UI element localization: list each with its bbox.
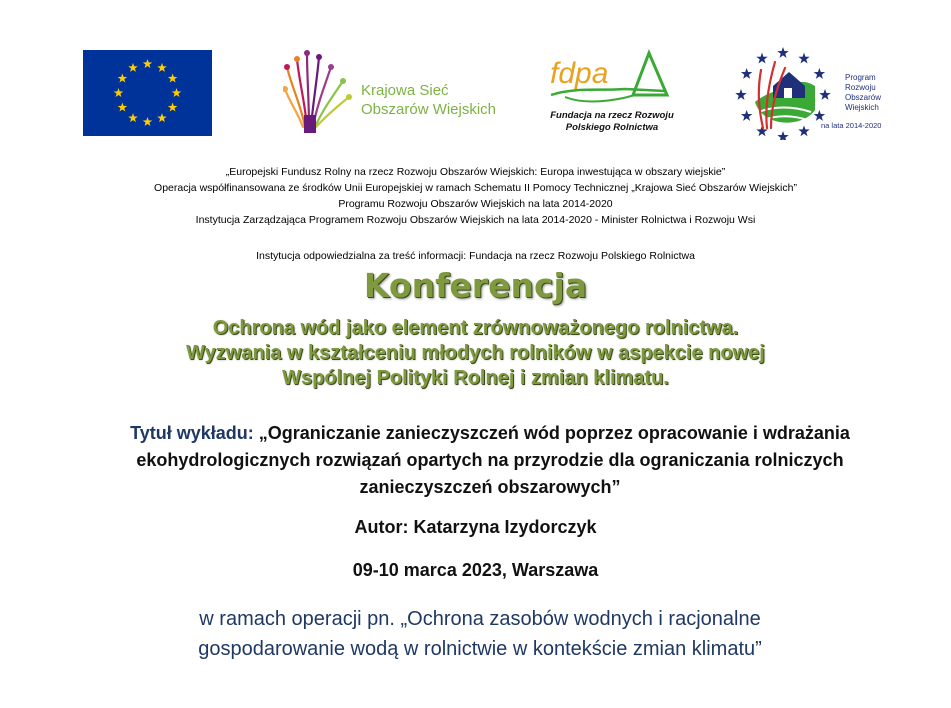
operation-line-2: gospodarowanie wodą w rolnictwie w kontekście zmian klimatu” bbox=[198, 638, 762, 660]
subtitle-line-2: Wyzwania w kształceniu młodych rolników w aspekcie nowej bbox=[186, 342, 765, 364]
prow-name-line4: Wiejskich bbox=[845, 103, 879, 112]
prow-star-icon bbox=[798, 125, 809, 136]
funding-info bbox=[0, 164, 951, 228]
fdpa-logo bbox=[545, 45, 680, 140]
prow-star-icon bbox=[777, 131, 788, 140]
subtitle-line-1: Ochrona wód jako element zrównoważonego rolnictwa. bbox=[212, 317, 739, 339]
prow-years: na lata 2014-2020 bbox=[821, 121, 882, 130]
responsible-institution: Instytucja odpowiedzialna za treść informacji: Fundacja na rzecz Rozwoju Polskiego Rolnictwa bbox=[256, 250, 695, 262]
lecture-label: Tytuł wykładu: bbox=[130, 423, 254, 443]
ksow-name-line1: Krajowa Sieć bbox=[361, 82, 449, 99]
prow-star-icon bbox=[814, 68, 825, 79]
funding-line-3: Programu Rozwoju Obszarów Wiejskich na lata 2014-2020 bbox=[338, 198, 613, 210]
ksow-logo bbox=[283, 45, 523, 140]
fdpa-name-line2: Polskiego Rolnictwa bbox=[565, 122, 659, 133]
event-date-location: 09-10 marca 2023, Warszawa bbox=[352, 560, 599, 580]
fdpa-name-line1: Fundacja na rzecz Rozwoju bbox=[550, 110, 674, 121]
prow-star-icon bbox=[819, 89, 830, 100]
lecture-title-block bbox=[60, 420, 920, 501]
prow-star-icon bbox=[814, 110, 825, 121]
operation-line-1: w ramach operacji pn. „Ochrona zasobów wodnych i racjonalne bbox=[199, 608, 761, 630]
prow-name-line2: Rozwoju bbox=[845, 83, 876, 92]
conference-subtitle bbox=[0, 316, 951, 391]
author: Autor: Katarzyna Izydorczyk bbox=[354, 517, 597, 537]
operation-name bbox=[60, 604, 900, 664]
fdpa-wordmark: fdpa bbox=[550, 57, 609, 90]
prow-star-icon bbox=[756, 53, 767, 64]
conference-title: Konferencja bbox=[363, 266, 588, 305]
lecture-title-line-3: zanieczyszczeń obszarowych” bbox=[359, 477, 621, 497]
funding-line-2: Operacja współfinansowana ze środków Unii Europejskiej w ramach Schematu II Pomocy Technicznej „Krajowa Sieć Obszarów Wiejskich” bbox=[154, 182, 797, 194]
ksow-name-line2: Obszarów Wiejskich bbox=[361, 101, 497, 118]
prow-name-line1: Program bbox=[845, 73, 876, 82]
prow-star-icon bbox=[777, 47, 788, 58]
lecture-title-line-1: „Ograniczanie zanieczyszczeń wód poprzez opracowanie i wdrażania bbox=[258, 423, 850, 443]
funding-line-4: Instytucja Zarządzająca Programem Rozwoju Obszarów Wiejskich na lata 2014-2020 - Minister Rolnictwa i Rozwoju Wsi bbox=[195, 214, 756, 226]
prow-star-icon bbox=[735, 89, 746, 100]
prow-star-icon bbox=[741, 68, 752, 79]
prow-star-icon bbox=[798, 53, 809, 64]
lecture-title-line-2: ekohydrologicznych rozwiązań opartych na przyrodzie dla ograniczania rolniczych bbox=[136, 450, 844, 470]
prow-logo bbox=[733, 40, 903, 140]
prow-name-line3: Obszarów bbox=[845, 93, 882, 102]
eu-flag-logo bbox=[83, 50, 212, 136]
subtitle-line-3: Wspólnej Polityki Rolnej i zmian klimatu. bbox=[282, 367, 669, 389]
prow-star-icon bbox=[741, 110, 752, 121]
funding-line-1: „Europejski Fundusz Rolny na rzecz Rozwoju Obszarów Wiejskich: Europa inwestująca w obszary wiejskie” bbox=[225, 166, 726, 178]
